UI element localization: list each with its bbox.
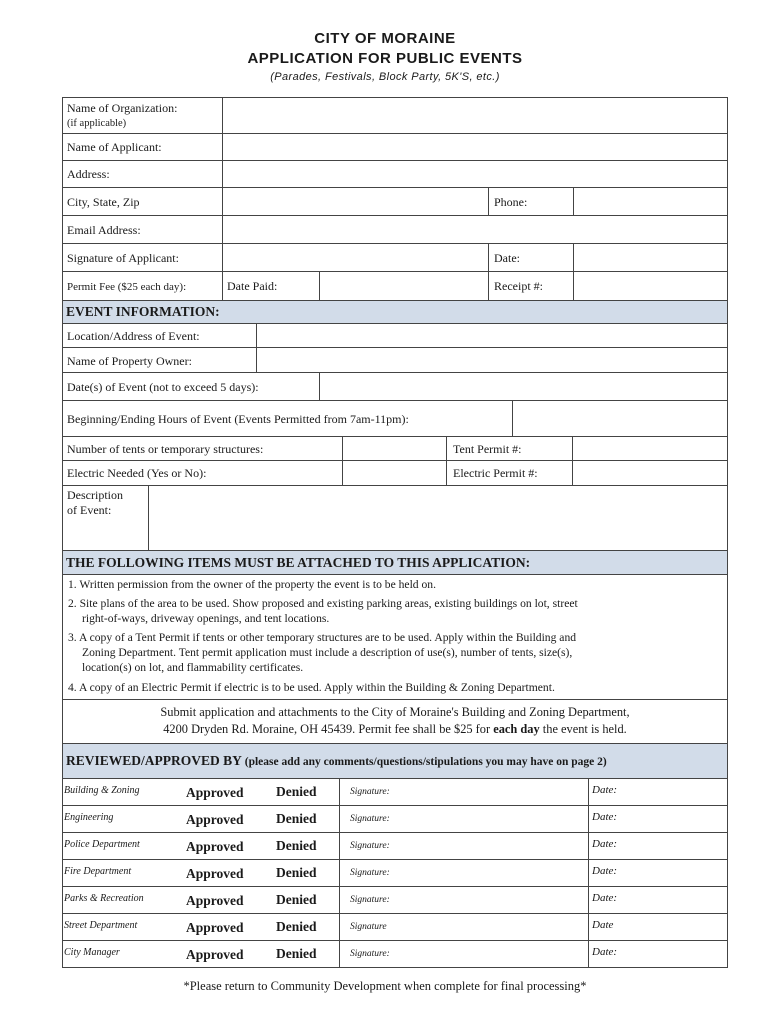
- submit-line-2-pre: 4200 Dryden Rd. Moraine, OH 45439. Permit fee shall be $25 for: [163, 722, 494, 736]
- date-label: Date: [592, 919, 614, 931]
- city-label: City, State, Zip: [67, 195, 140, 209]
- date-paid-label: Date Paid:: [227, 279, 278, 293]
- attachment-item-3-cont1: Zoning Department. Tent permit application must include a description of use(s), number of tents, size(s),: [82, 646, 573, 659]
- date-label: Date:: [592, 865, 618, 877]
- review-department: Police Department: [64, 839, 140, 850]
- fee-label: Permit Fee ($25 each day):: [67, 281, 187, 293]
- denied-option[interactable]: Denied: [276, 784, 317, 799]
- form-subtitle: (Parades, Festivals, Block Party, 5K'S, etc.): [270, 71, 500, 83]
- description-label-1: Description: [67, 488, 123, 502]
- dates-label: Date(s) of Event (not to exceed 5 days):: [67, 380, 259, 394]
- receipt-label: Receipt #:: [494, 279, 543, 293]
- signature-label: Signature:: [350, 814, 390, 824]
- review-department: City Manager: [64, 947, 120, 958]
- form-title: APPLICATION FOR PUBLIC EVENTS: [247, 50, 523, 67]
- approved-option[interactable]: Approved: [186, 785, 244, 800]
- location-input[interactable]: [256, 323, 728, 348]
- owner-input[interactable]: [256, 347, 728, 373]
- signature-label: Signature:: [350, 949, 390, 959]
- submit-line-2-post: the event is held.: [539, 722, 627, 736]
- email-input[interactable]: [222, 215, 728, 244]
- footer-note: *Please return to Community Development when complete for final processing*: [183, 979, 587, 993]
- date-label: Date:: [592, 811, 618, 823]
- attachment-item-2-cont: right-of-ways, driveway openings, and tent locations.: [82, 612, 330, 625]
- tent-permit-input[interactable]: [572, 436, 728, 461]
- owner-label: Name of Property Owner:: [67, 354, 192, 368]
- denied-option[interactable]: Denied: [276, 946, 317, 961]
- signature-label: Signature of Applicant:: [67, 251, 179, 265]
- date-label: Date:: [592, 892, 618, 904]
- org-label: Name of Organization:: [67, 101, 178, 115]
- applicant-input[interactable]: [222, 133, 728, 161]
- signature-label: Signature:: [350, 841, 390, 851]
- phone-input[interactable]: [573, 187, 728, 216]
- attachments-heading: THE FOLLOWING ITEMS MUST BE ATTACHED TO THIS APPLICATION:: [62, 550, 728, 575]
- date-label: Date:: [592, 838, 618, 850]
- phone-label: Phone:: [494, 195, 528, 209]
- approved-option[interactable]: Approved: [186, 920, 244, 935]
- location-label: Location/Address of Event:: [67, 329, 200, 343]
- review-department: Engineering: [64, 812, 114, 823]
- denied-option[interactable]: Denied: [276, 919, 317, 934]
- electric-permit-input[interactable]: [572, 460, 728, 486]
- denied-option[interactable]: Denied: [276, 865, 317, 880]
- denied-option[interactable]: Denied: [276, 811, 317, 826]
- dates-input[interactable]: [319, 372, 728, 401]
- date-label: Date:: [494, 251, 520, 265]
- receipt-input[interactable]: [573, 271, 728, 301]
- approved-option[interactable]: Approved: [186, 839, 244, 854]
- submit-line-1: Submit application and attachments to the City of Moraine's Building and Zoning Department,: [160, 705, 630, 719]
- attachment-item-1: 1. Written permission from the owner of the property the event is to be held on.: [68, 578, 436, 591]
- signature-label: Signature:: [350, 787, 390, 797]
- electric-input[interactable]: [342, 460, 447, 486]
- date-label: Date:: [592, 784, 618, 796]
- approved-option[interactable]: Approved: [186, 947, 244, 962]
- address-input[interactable]: [222, 160, 728, 188]
- date-label: Date:: [592, 946, 618, 958]
- approved-option[interactable]: Approved: [186, 866, 244, 881]
- org-note: (if applicable): [67, 118, 127, 129]
- city-input[interactable]: [222, 187, 489, 216]
- description-input[interactable]: [148, 485, 728, 551]
- review-heading-title: REVIEWED/APPROVED BY: [66, 753, 242, 768]
- tent-permit-label: Tent Permit #:: [453, 442, 522, 456]
- submit-each-day: each day: [493, 722, 540, 736]
- submit-line-2: [62, 721, 728, 738]
- hours-label: Beginning/Ending Hours of Event (Events Permitted from 7am-11pm):: [67, 412, 409, 426]
- signature-label: Signature: [350, 922, 387, 932]
- signature-label: Signature:: [350, 895, 390, 905]
- approved-option[interactable]: Approved: [186, 893, 244, 908]
- signature-input[interactable]: [222, 243, 489, 272]
- approved-option[interactable]: Approved: [186, 812, 244, 827]
- electric-label: Electric Needed (Yes or No):: [67, 466, 207, 480]
- review-department: Street Department: [64, 920, 138, 931]
- attachment-item-2: 2. Site plans of the area to be used. Show proposed and existing parking areas, existing buildings on lot, street: [68, 597, 578, 610]
- review-department: Building & Zoning: [64, 785, 140, 796]
- denied-option[interactable]: Denied: [276, 892, 317, 907]
- electric-permit-label: Electric Permit #:: [453, 466, 538, 480]
- hours-input[interactable]: [512, 400, 728, 437]
- attachment-item-3-cont2: location(s) on lot, and flammability certificates.: [82, 661, 304, 674]
- date-paid-input[interactable]: [319, 271, 489, 301]
- signature-label: Signature:: [350, 868, 390, 878]
- org-input[interactable]: [222, 97, 728, 134]
- city-name: CITY OF MORAINE: [314, 30, 456, 47]
- attachment-item-3: 3. A copy of a Tent Permit if tents or other temporary structures are to be used. Apply within the Building and: [68, 631, 577, 644]
- address-label: Address:: [67, 167, 110, 181]
- denied-option[interactable]: Denied: [276, 838, 317, 853]
- review-department: Fire Department: [64, 866, 132, 877]
- email-label: Email Address:: [67, 223, 141, 237]
- tents-input[interactable]: [342, 436, 447, 461]
- review-heading: [62, 743, 728, 779]
- review-department: Parks & Recreation: [64, 893, 144, 904]
- date-input[interactable]: [573, 243, 728, 272]
- description-label-2: of Event:: [67, 503, 112, 517]
- tents-label: Number of tents or temporary structures:: [67, 442, 264, 456]
- review-heading-note: (please add any comments/questions/stipulations you may have on page 2): [241, 756, 607, 768]
- applicant-label: Name of Applicant:: [67, 140, 162, 154]
- event-info-heading: EVENT INFORMATION:: [62, 300, 728, 324]
- attachment-item-4: 4. A copy of an Electric Permit if electric is to be used. Apply within the Building & Zoning Department.: [68, 681, 555, 694]
